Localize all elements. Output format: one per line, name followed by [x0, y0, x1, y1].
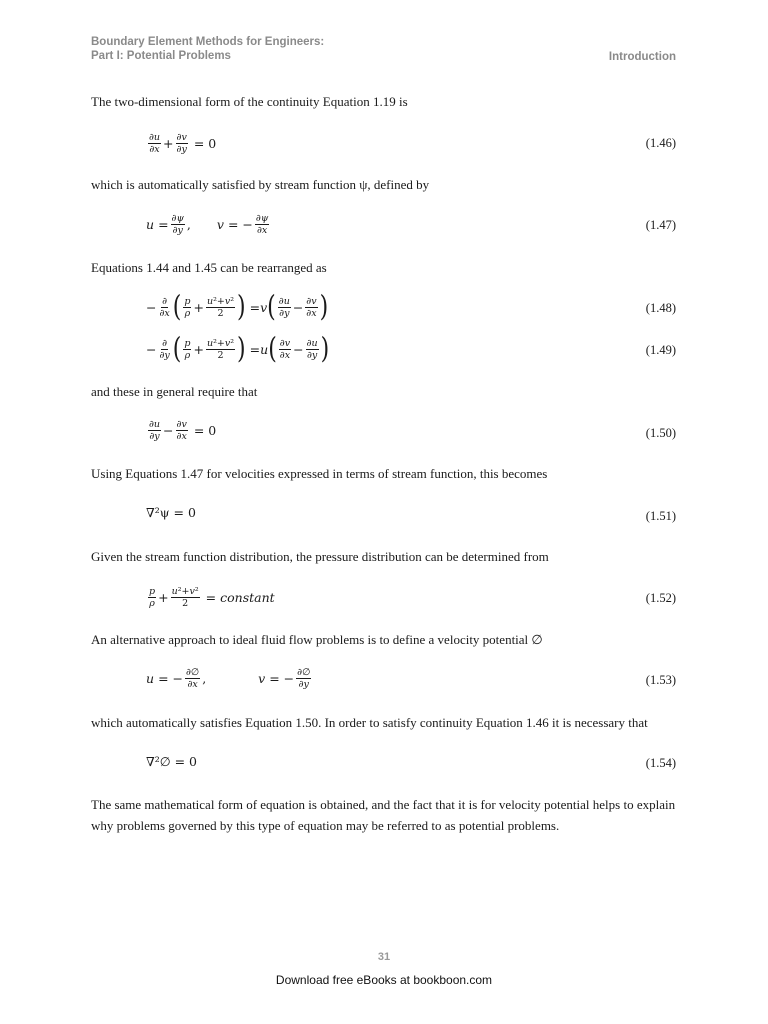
equation-number: (1.51) [645, 509, 676, 523]
equation-number: (1.53) [645, 673, 676, 687]
running-header [91, 36, 676, 62]
paragraph: which automatically satisfies Equation 1.50. In order to satisfy continuity Equation 1.46 it is necessary that [91, 715, 648, 730]
equation-1-48: − $\frac{\partial}{\partial x}$ ( $\frac{p}{\rho}$ + $\frac{\text{u²+v²}}{2}$ ) = v ( $\frac{\partial u}{\partial y}$ − $\frac{\partial v}{\partial x}$ ) [146, 290, 329, 324]
paragraph: Equations 1.44 and 1.45 can be rearranged as [91, 260, 327, 275]
page-number: 31 [377, 951, 391, 963]
equation-1-50: $\frac{\partial u}{\partial y}$ − $\frac{\partial v}{\partial x}$ = 0 [149, 419, 217, 442]
paragraph: Given the stream function distribution, the pressure distribution can be determined from [91, 549, 549, 564]
equation-number: (1.54) [645, 756, 676, 770]
paragraph: The same mathematical form of equation is obtained, and the fact that it is for velocity potential helps to explain why problems governed by this type of equation may be referred to as potential problems. [91, 797, 676, 833]
part-title: Part I: Potential Problems [91, 50, 231, 62]
equation-number: (1.52) [645, 591, 676, 605]
equation-1-53: u = − $\frac{\partial\emptyset}{\partial x}$ , v = − $\frac{\partial\emptyset}{\partial y}$ [146, 667, 311, 690]
equation-number: (1.46) [645, 136, 676, 150]
equation-number: (1.48) [645, 301, 676, 315]
book-title: Boundary Element Methods for Engineers: [91, 36, 325, 48]
section-title: Introduction [608, 51, 676, 63]
paragraph: which is automatically satisfied by stream function ψ, defined by [91, 177, 430, 192]
equation-number: (1.50) [645, 426, 676, 440]
paragraph: The two-dimensional form of the continuity Equation 1.19 is [91, 94, 408, 109]
equation-1-46: $\frac{\partial u}{\partial x}$ + $\frac{\partial v}{\partial y}$ = 0 [149, 132, 217, 155]
equation-number: (1.49) [645, 343, 676, 357]
paragraph: and these in general require that [91, 384, 258, 399]
paragraph: Using Equations 1.47 for velocities expressed in terms of stream function, this becomes [91, 466, 548, 481]
equation-1-54: ∇²∅ = 0 [146, 754, 198, 769]
paragraph: An alternative approach to ideal fluid flow problems is to define a velocity potential ∅ [91, 632, 543, 647]
equation-1-47: u = $\frac{\partial\psi}{\partial y}$ , v = − $\frac{\partial\psi}{\partial x}$ [146, 213, 269, 236]
equation-1-51: ∇²ψ = 0 [146, 505, 196, 520]
download-footer-link[interactable]: Download free eBooks at bookboon.com [275, 973, 493, 987]
equation-1-52: $\frac{p}{\rho}$ + $\frac{\text{u²+v²}}{2}$ = constant [149, 586, 275, 609]
equation-number: (1.47) [645, 218, 676, 232]
equation-1-49: − $\frac{\partial}{\partial y}$ ( $\frac{p}{\rho}$ + $\frac{\text{u²+v²}}{2}$ ) = u ( $\frac{\partial v}{\partial x}$ − $\frac{\partial u}{\partial y}$ ) [146, 332, 330, 366]
